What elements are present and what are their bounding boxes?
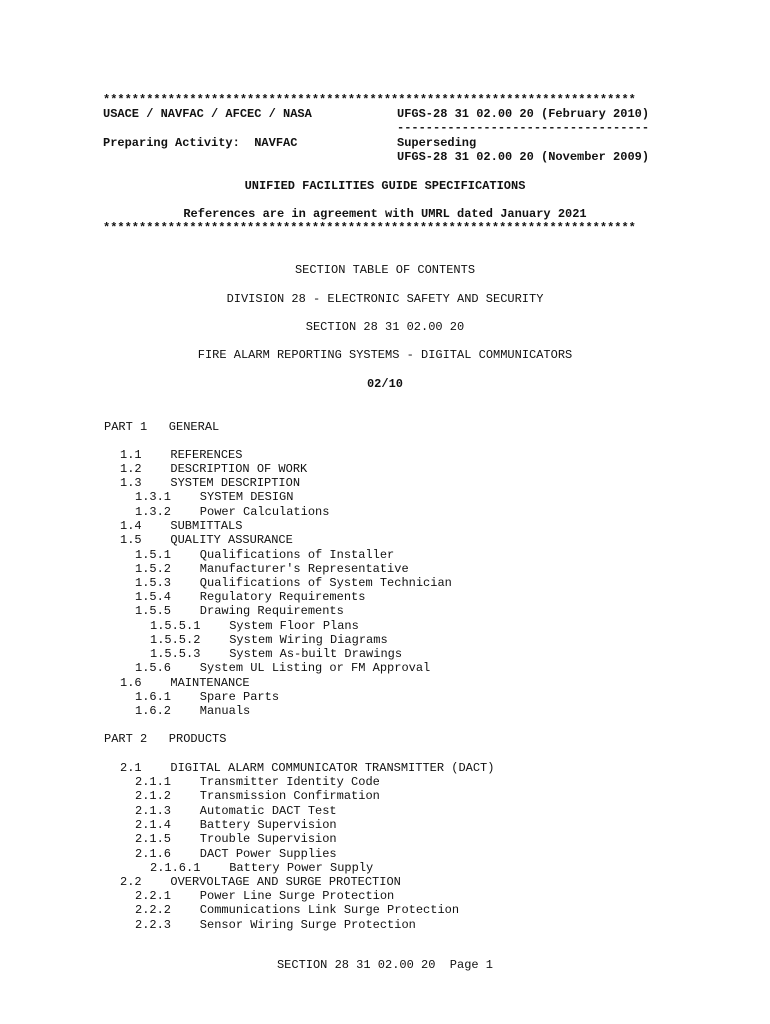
toc-entry: 1.5.4 Regulatory Requirements — [135, 590, 366, 604]
toc-entry: 1.6.1 Spare Parts — [135, 690, 280, 704]
toc-entry: 2.2.3 Sensor Wiring Surge Protection — [135, 918, 416, 932]
page-footer: SECTION 28 31 02.00 20 Page 1 — [276, 958, 494, 972]
dash-rule: ----------------------------------- — [397, 121, 650, 135]
toc-entry: 1.5 QUALITY ASSURANCE — [120, 533, 293, 547]
superseding-label: Superseding — [397, 136, 477, 150]
ufgs-current-id: UFGS-28 31 02.00 20 (February 2010) — [397, 107, 650, 121]
asterisk-rule-top: ************************************************************************** — [103, 93, 636, 107]
toc-entry: 2.1.6.1 Battery Power Supply — [150, 861, 374, 875]
preparing-activity: Preparing Activity: NAVFAC — [103, 136, 298, 150]
section-number: SECTION 28 31 02.00 20 — [305, 320, 465, 334]
toc-entry: 1.5.5.3 System As-built Drawings — [150, 647, 403, 661]
toc-entry: 1.6 MAINTENANCE — [120, 676, 250, 690]
agency-list: USACE / NAVFAC / AFCEC / NASA — [103, 107, 312, 121]
toc-entry: 2.1 DIGITAL ALARM COMMUNICATOR TRANSMITTER (DACT) — [120, 761, 495, 775]
toc-entry: 1.5.5 Drawing Requirements — [135, 604, 344, 618]
part-2-heading: PART 2 PRODUCTS — [104, 732, 227, 746]
toc-entry: 1.2 DESCRIPTION OF WORK — [120, 462, 308, 476]
section-name: FIRE ALARM REPORTING SYSTEMS - DIGITAL COMMUNICATORS — [197, 348, 573, 362]
toc-entry: 2.2 OVERVOLTAGE AND SURGE PROTECTION — [120, 875, 401, 889]
toc-entry: 1.3 SYSTEM DESCRIPTION — [120, 476, 301, 490]
division-title: DIVISION 28 - ELECTRONIC SAFETY AND SECURITY — [226, 292, 544, 306]
asterisk-rule-bottom: ************************************************************************** — [103, 221, 636, 235]
toc-entry: 2.1.3 Automatic DACT Test — [135, 804, 337, 818]
toc-entry: 1.3.2 Power Calculations — [135, 505, 330, 519]
toc-entry: 1.1 REFERENCES — [120, 448, 243, 462]
toc-entry: 2.2.1 Power Line Surge Protection — [135, 889, 395, 903]
toc-entry: 2.1.4 Battery Supervision — [135, 818, 337, 832]
toc-entry: 1.6.2 Manuals — [135, 704, 251, 718]
toc-entry: 1.5.5.2 System Wiring Diagrams — [150, 633, 388, 647]
toc-entry: 1.5.1 Qualifications of Installer — [135, 548, 395, 562]
toc-entry: 1.5.6 System UL Listing or FM Approval — [135, 661, 431, 675]
toc-entry: 1.5.2 Manufacturer's Representative — [135, 562, 409, 576]
toc-entry: 2.1.5 Trouble Supervision — [135, 832, 337, 846]
toc-entry: 2.1.6 DACT Power Supplies — [135, 847, 337, 861]
guide-title: UNIFIED FACILITIES GUIDE SPECIFICATIONS — [244, 179, 526, 193]
toc-title: SECTION TABLE OF CONTENTS — [294, 263, 476, 277]
part-1-heading: PART 1 GENERAL — [104, 420, 220, 434]
toc-entry: 2.2.2 Communications Link Surge Protection — [135, 903, 460, 917]
toc-entry: 1.5.3 Qualifications of System Technician — [135, 576, 452, 590]
toc-entry: 1.4 SUBMITTALS — [120, 519, 243, 533]
references-note: References are in agreement with UMRL dated January 2021 — [183, 207, 587, 221]
toc-entry: 2.1.2 Transmission Confirmation — [135, 789, 380, 803]
toc-entry: 2.1.1 Transmitter Identity Code — [135, 775, 380, 789]
ufgs-previous-id: UFGS-28 31 02.00 20 (November 2009) — [397, 150, 650, 164]
toc-entry: 1.3.1 SYSTEM DESIGN — [135, 490, 294, 504]
toc-entry: 1.5.5.1 System Floor Plans — [150, 619, 359, 633]
date-code: 02/10 — [366, 377, 403, 391]
